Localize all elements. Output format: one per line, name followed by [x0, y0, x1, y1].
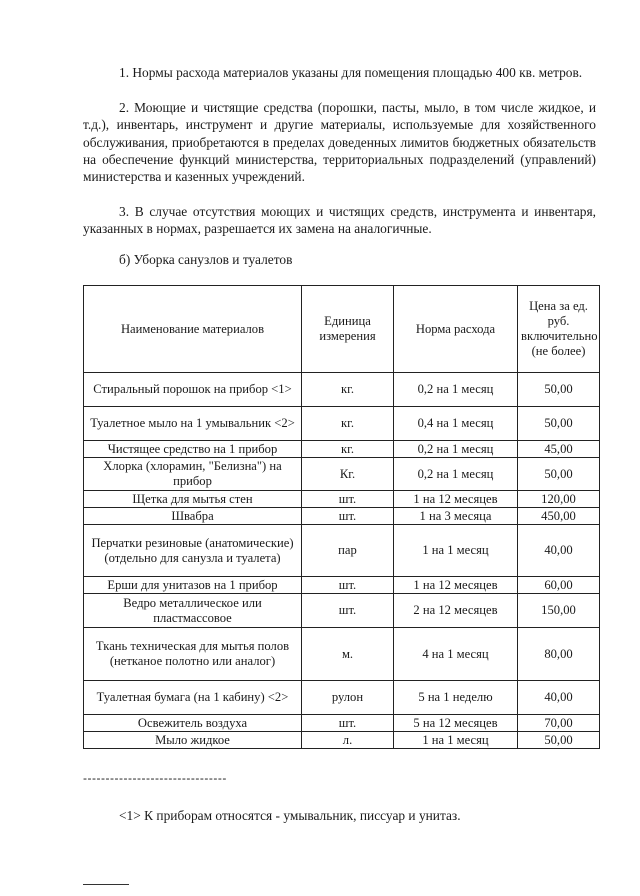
cell-unit: кг. — [302, 407, 394, 441]
header-name: Наименование материалов — [84, 286, 302, 373]
note-3: 3. В случае отсутствия моющих и чистящих средств, инструмента и инвентаря, указанных в нормах, разрешается их замена на аналогичные. — [83, 204, 596, 237]
cell-price: 50,00 — [518, 458, 600, 491]
table-row — [84, 441, 600, 458]
cell-norm: 1 на 1 месяц — [394, 732, 518, 749]
table-row — [84, 628, 600, 681]
cell-norm: 1 на 3 месяца — [394, 508, 518, 525]
cell-norm: 0,2 на 1 месяц — [394, 441, 518, 458]
cell-name: Туалетное мыло на 1 умывальник <2> — [84, 407, 302, 441]
table-row — [84, 508, 600, 525]
cell-unit: л. — [302, 732, 394, 749]
cell-name: Перчатки резиновые (анатомические) (отдельно для санузла и туалета) — [84, 525, 302, 577]
cell-name: Туалетная бумага (на 1 кабину) <2> — [84, 681, 302, 715]
header-unit: Единица измерения — [302, 286, 394, 373]
table-header-row — [84, 286, 600, 373]
cell-norm: 0,2 на 1 месяц — [394, 373, 518, 407]
cell-price: 50,00 — [518, 407, 600, 441]
cell-norm: 5 на 12 месяцев — [394, 715, 518, 732]
section-title: б) Уборка санузлов и туалетов — [119, 252, 293, 267]
cell-norm: 0,4 на 1 месяц — [394, 407, 518, 441]
cell-unit: Кг. — [302, 458, 394, 491]
cell-unit: пар — [302, 525, 394, 577]
table-row — [84, 732, 600, 749]
table-row — [84, 577, 600, 594]
cell-price: 50,00 — [518, 732, 600, 749]
cell-name: Щетка для мытья стен — [84, 491, 302, 508]
note-1: 1. Нормы расхода материалов указаны для помещения площадью 400 кв. метров. — [119, 65, 583, 80]
cell-unit: кг. — [302, 441, 394, 458]
cell-name: Ерши для унитазов на 1 прибор — [84, 577, 302, 594]
cell-name: Ткань техническая для мытья полов (нетканое полотно или аналог) — [84, 628, 302, 681]
materials-table — [83, 285, 600, 749]
cell-unit: шт. — [302, 594, 394, 628]
table-row — [84, 525, 600, 577]
header-price: Цена за ед. руб. включительно (не более) — [518, 286, 600, 373]
cell-unit: рулон — [302, 681, 394, 715]
cell-name: Швабра — [84, 508, 302, 525]
cell-price: 150,00 — [518, 594, 600, 628]
table-row — [84, 594, 600, 628]
cell-price: 45,00 — [518, 441, 600, 458]
footnote-separator: -------------------------------- — [83, 771, 227, 785]
cell-name: Стиральный порошок на прибор <1> — [84, 373, 302, 407]
cell-norm: 1 на 12 месяцев — [394, 577, 518, 594]
cell-price: 80,00 — [518, 628, 600, 681]
cell-price: 120,00 — [518, 491, 600, 508]
table-row — [84, 681, 600, 715]
cell-name: Освежитель воздуха — [84, 715, 302, 732]
cell-unit: шт. — [302, 715, 394, 732]
table-row — [84, 407, 600, 441]
cell-price: 70,00 — [518, 715, 600, 732]
cell-name: Чистящее средство на 1 прибор — [84, 441, 302, 458]
cell-norm: 0,2 на 1 месяц — [394, 458, 518, 491]
bottom-rule — [83, 884, 129, 885]
cell-unit: кг. — [302, 373, 394, 407]
cell-price: 40,00 — [518, 681, 600, 715]
table-row — [84, 715, 600, 732]
cell-price: 450,00 — [518, 508, 600, 525]
cell-norm: 1 на 12 месяцев — [394, 491, 518, 508]
footnote-1: <1> К приборам относятся - умывальник, писсуар и унитаз. — [119, 808, 461, 823]
cell-norm: 2 на 12 месяцев — [394, 594, 518, 628]
cell-price: 50,00 — [518, 373, 600, 407]
cell-unit: шт. — [302, 491, 394, 508]
table-row — [84, 458, 600, 491]
header-norm: Норма расхода — [394, 286, 518, 373]
cell-name: Мыло жидкое — [84, 732, 302, 749]
cell-name: Хлорка (хлорамин, "Белизна") на прибор — [84, 458, 302, 491]
cell-norm: 5 на 1 неделю — [394, 681, 518, 715]
table-row — [84, 373, 600, 407]
cell-price: 60,00 — [518, 577, 600, 594]
cell-norm: 4 на 1 месяц — [394, 628, 518, 681]
note-2: 2. Моющие и чистящие средства (порошки, пасты, мыло, в том числе жидкое, и т.д.), инвентарь, инструмент и другие материалы, используемые для хозяйственного обслуживания, приобретаются в пределах доведенных лимитов бюджетных обязательств на обеспечение функций министерства, территориальных подразделений (управлений) министерства и казенных учреждений. — [83, 100, 596, 185]
table-row — [84, 491, 600, 508]
cell-price: 40,00 — [518, 525, 600, 577]
cell-unit: шт. — [302, 508, 394, 525]
cell-name: Ведро металлическое или пластмассовое — [84, 594, 302, 628]
cell-unit: шт. — [302, 577, 394, 594]
cell-norm: 1 на 1 месяц — [394, 525, 518, 577]
cell-unit: м. — [302, 628, 394, 681]
